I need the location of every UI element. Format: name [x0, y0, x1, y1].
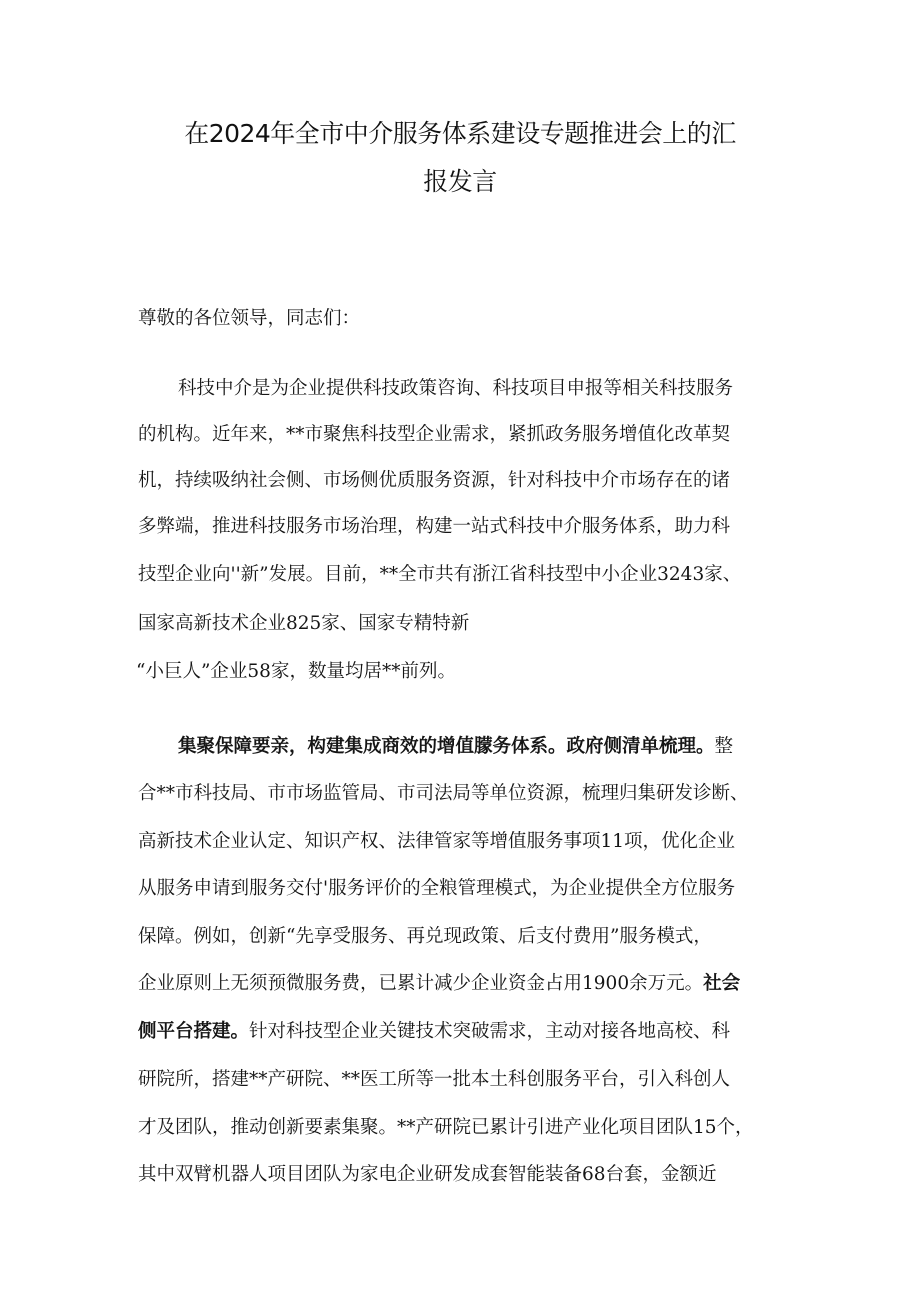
title-line: 在2024年全市中介服务体系建设专题推进会上的汇 — [184, 119, 736, 148]
paragraph-line: 高新技术企业认定、知识产权、法律管家等增值服务事项11项，优化企业 — [138, 831, 736, 852]
salutation: 尊敬的各位领导，同志们： — [138, 308, 361, 329]
paragraph-line: 研院所，搭建**产研院、**医工所等一批本土科创服务平台，引入科创人 — [138, 1069, 731, 1090]
paragraph-line: 国家高新技术企业825家、国家专精特新 — [138, 613, 470, 634]
paragraph-line: 技型企业向''新”发展。目前，**全市共有浙江省科技型中小企业3243家、 — [138, 564, 742, 585]
paragraph-line: 合**市科技局、市市场监管局、市司法局等单位资源，梳理归集研发诊断、 — [138, 783, 749, 804]
document-title — [150, 110, 770, 206]
paragraph-line: 从服务申请到服务交付'服务评价的全粮管理模式，为企业提供全方位服务 — [138, 878, 736, 899]
paragraph-line: 保障。例如，创新“先享受服务、再兑现政策、后支付费用”服务模式， — [138, 926, 712, 947]
paragraph-line — [138, 972, 740, 996]
inline-text: 企业原则上无须预微服务费，已累计减少企业资金占用1900余万元。 — [138, 973, 704, 994]
title-line: 报发言 — [423, 167, 497, 196]
paragraph-line: 多弊端，推进科技服务市场治理，构建一站式科技中介服务体系，助力科 — [138, 516, 731, 537]
paragraph-line: 的机构。近年来，**市聚焦科技型企业需求，紧抓政务服务增值化改革契 — [138, 424, 731, 445]
section-subheading: 社会 — [703, 973, 741, 994]
paragraph-line: 机，持续吸纳社会侧、市场侧优质服务资源，针对科技中介市场存在的诸 — [138, 470, 731, 491]
inline-text: 整 — [714, 736, 734, 757]
paragraph-line: 才及团队，推动创新要素集聚。**产研院已累计引进产业化项目团队15个， — [138, 1117, 754, 1138]
inline-text: 针对科技型企业关键技术突破需求，主动对接各地高校、科 — [249, 1021, 731, 1042]
paragraph-line — [138, 1020, 730, 1044]
section-heading: 集聚保障要亲，构建集成商效的增值朦务体系。政府侧清单梳理。 — [178, 736, 715, 757]
paragraph-line: 其中双臂机器人项目团队为家电企业研发成套智能装备68台套，金额近 — [138, 1164, 717, 1185]
paragraph-line: 科技中介是为企业提供科技政策咨询、科技项目申报等相关科技服务 — [178, 378, 734, 399]
paragraph-line — [178, 735, 733, 759]
section-subheading: 侧平台搭建。 — [138, 1021, 250, 1042]
paragraph-line: “小巨人”企业58家，数量均居**前列。 — [136, 661, 456, 682]
